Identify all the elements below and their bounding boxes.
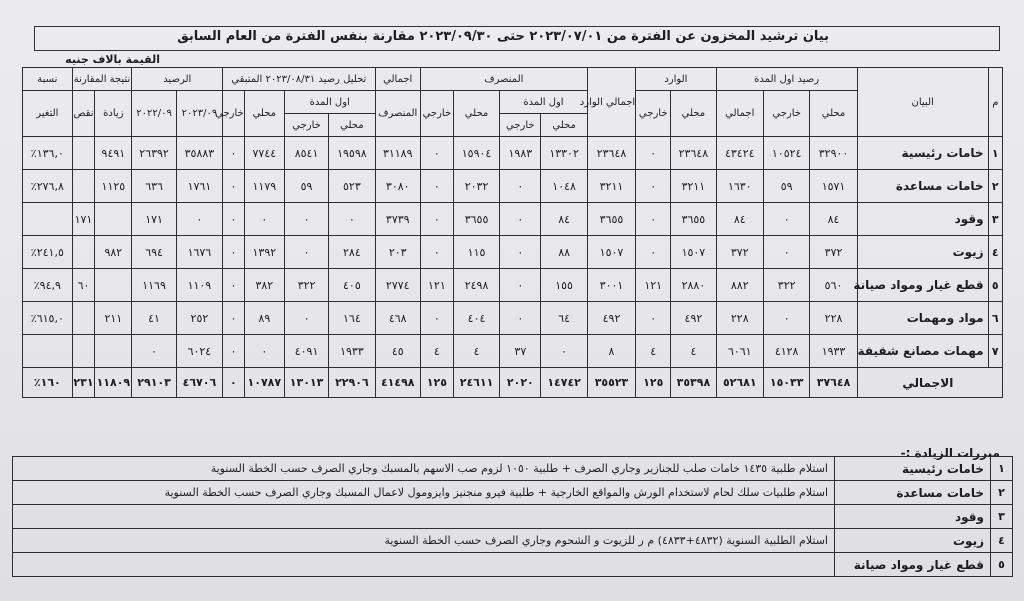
table-cell: ٤ bbox=[420, 335, 453, 368]
table-cell: ١٦٤ bbox=[329, 302, 375, 335]
table-cell: ٩٤,٩٪ bbox=[23, 269, 73, 302]
table-cell: ٤١٢٨ bbox=[763, 335, 809, 368]
table-cell bbox=[95, 203, 132, 236]
table-cell: ٠ bbox=[763, 302, 809, 335]
report-title: بيان ترشيد المخزون عن الفترة من ٢٠٢٣/٠٧/٠١ حتى ٢٠٢٣/٠٩/٣٠ مقارنة بنفس الفترة من العام السابق bbox=[34, 26, 1000, 51]
table-cell: ٠ bbox=[636, 137, 671, 170]
row-number: ٤ bbox=[988, 236, 1002, 269]
table-cell: ١٥٠٧ bbox=[671, 236, 716, 269]
table-row bbox=[23, 236, 1003, 269]
table-cell: ٠ bbox=[284, 302, 328, 335]
justification-label: خامات مساعدة bbox=[835, 481, 991, 505]
table-cell: ٤١٤٩٨ bbox=[375, 368, 420, 398]
justification-label: خامات رئيسية bbox=[835, 457, 991, 481]
table-cell: ٣٦٥٥ bbox=[587, 203, 635, 236]
table-cell: ٢٩١٠٣ bbox=[132, 368, 176, 398]
justification-text bbox=[13, 505, 835, 529]
col-total-incoming: اجمالي الوارد bbox=[587, 68, 635, 137]
h-rem-open-local: محلي bbox=[329, 114, 375, 137]
table-cell bbox=[72, 170, 95, 203]
row-label: مهمات مصانع شقيقة bbox=[857, 335, 988, 368]
justification-table bbox=[12, 456, 1013, 577]
h-bal-2022: ٢٠٢٢/٠٩ bbox=[132, 91, 176, 137]
row-label: وقود bbox=[857, 203, 988, 236]
table-cell: ٤٦٧٠٦ bbox=[176, 368, 222, 398]
h-rem-local: محلي bbox=[244, 91, 284, 137]
table-cell: ٠ bbox=[420, 302, 453, 335]
table-cell: ٠ bbox=[420, 203, 453, 236]
table-row bbox=[23, 170, 1003, 203]
table-cell: ٣٧٢ bbox=[810, 236, 857, 269]
table-cell: ٠ bbox=[420, 137, 453, 170]
table-cell: ١٥٩٠٤ bbox=[453, 137, 499, 170]
h-increase: زيادة bbox=[95, 91, 132, 137]
table-cell bbox=[72, 302, 95, 335]
table-cell: ١١٧٩ bbox=[244, 170, 284, 203]
table-cell: ٠ bbox=[223, 302, 245, 335]
table-cell: ٤٣٤٢٤ bbox=[716, 137, 763, 170]
h-open-foreign: خارجي bbox=[763, 91, 809, 137]
h-total-issued-sub: المنصرف bbox=[375, 91, 420, 137]
table-cell: ١٢٥ bbox=[420, 368, 453, 398]
justification-title: مبررات الزيادة :- bbox=[900, 446, 1000, 460]
table-cell: ٠ bbox=[500, 302, 541, 335]
table-cell bbox=[95, 335, 132, 368]
table-cell: ٠ bbox=[500, 236, 541, 269]
table-cell: ٦٤ bbox=[541, 302, 587, 335]
table-cell: ١٣٩٢ bbox=[244, 236, 284, 269]
table-cell: ٢٤٩٨ bbox=[453, 269, 499, 302]
col-balance: الرصيد bbox=[132, 68, 223, 91]
table-cell bbox=[72, 335, 95, 368]
table-cell: ٣٠٨٠ bbox=[375, 170, 420, 203]
table-cell: ٣٦٥٥ bbox=[671, 203, 716, 236]
table-cell: ٠ bbox=[763, 203, 809, 236]
table-cell: ٠ bbox=[500, 203, 541, 236]
table-cell: ٣٢٩٠٠ bbox=[810, 137, 857, 170]
table-cell: ٢٥٢ bbox=[176, 302, 222, 335]
justification-label: وقود bbox=[835, 505, 991, 529]
table-cell: ٤٦٨ bbox=[375, 302, 420, 335]
table-cell: ٤١ bbox=[132, 302, 176, 335]
table-cell: ٢٧٦,٨٪ bbox=[23, 170, 73, 203]
table-cell: ٢٨٤ bbox=[329, 236, 375, 269]
table-cell: ٥٢٣ bbox=[329, 170, 375, 203]
row-number: ١ bbox=[988, 137, 1002, 170]
table-cell: ٠ bbox=[223, 368, 245, 398]
table-cell: ٨٤ bbox=[716, 203, 763, 236]
table-cell: ٢٢٩٠٦ bbox=[329, 368, 375, 398]
table-cell: ١٥٠٧ bbox=[587, 236, 635, 269]
table-cell: ٤ bbox=[453, 335, 499, 368]
table-cell: ٦٩٤ bbox=[132, 236, 176, 269]
table-cell: ١١٠٩ bbox=[176, 269, 222, 302]
table-cell: ١٠٥٢٤ bbox=[763, 137, 809, 170]
total-row bbox=[23, 368, 1003, 398]
table-cell: ٤٠٩١ bbox=[284, 335, 328, 368]
table-cell: ٦١٥,٠٪ bbox=[23, 302, 73, 335]
table-cell: ٠ bbox=[284, 236, 328, 269]
table-cell: ١٩٣٣ bbox=[329, 335, 375, 368]
h-rem-foreign: خارجي bbox=[223, 91, 245, 137]
table-cell: ٠ bbox=[500, 170, 541, 203]
table-cell: ٠ bbox=[284, 203, 328, 236]
table-cell: ٢٠٣٢ bbox=[453, 170, 499, 203]
col-num: م bbox=[988, 68, 1002, 137]
table-cell: ٣٧ bbox=[500, 335, 541, 368]
table-cell: ١٦٠٪ bbox=[23, 368, 73, 398]
table-cell: ١٠٧٨٧ bbox=[244, 368, 284, 398]
table-cell: ١٥٧١ bbox=[810, 170, 857, 203]
col-item: البيان bbox=[857, 68, 988, 137]
table-cell: ٢٣٦٤٨ bbox=[671, 137, 716, 170]
row-label: خامات مساعدة bbox=[857, 170, 988, 203]
table-cell: ١٩٥٩٨ bbox=[329, 137, 375, 170]
table-cell: ٣٢١١ bbox=[587, 170, 635, 203]
table-cell bbox=[72, 137, 95, 170]
table-row bbox=[23, 203, 1003, 236]
h-open-local: محلي bbox=[810, 91, 857, 137]
table-cell: ٢٨٨٠ bbox=[671, 269, 716, 302]
table-cell: ١٥٠٣٣ bbox=[763, 368, 809, 398]
table-cell: ٦٠٦١ bbox=[716, 335, 763, 368]
table-cell: ٠ bbox=[541, 335, 587, 368]
table-cell: ٠ bbox=[420, 170, 453, 203]
table-cell: ٤٠٤ bbox=[453, 302, 499, 335]
row-number: ٢ bbox=[988, 170, 1002, 203]
table-cell bbox=[23, 335, 73, 368]
table-cell: ٤٠٥ bbox=[329, 269, 375, 302]
h-issued-local: محلي bbox=[453, 91, 499, 137]
table-cell bbox=[72, 236, 95, 269]
table-cell: ٢١١ bbox=[95, 302, 132, 335]
table-cell: ١١٢٥ bbox=[95, 170, 132, 203]
table-row bbox=[23, 335, 1003, 368]
table-cell: ٢٢٨ bbox=[810, 302, 857, 335]
table-cell: ٠ bbox=[223, 236, 245, 269]
table-cell: ٣٨٢ bbox=[244, 269, 284, 302]
table-cell: ٠ bbox=[223, 170, 245, 203]
table-cell: ٠ bbox=[176, 203, 222, 236]
table-cell: ١٦٧٦ bbox=[176, 236, 222, 269]
table-cell: ٥٦٠ bbox=[810, 269, 857, 302]
justification-text: استلام طلبيات سلك لحام لاستخدام الورش والمواقع الخارجية + طلبية فيرو منجنيز وايزومول لاعمال المسبك وجاري الصرف حسب الخطة السنوية bbox=[13, 481, 835, 505]
table-cell: ١٦٣٠ bbox=[716, 170, 763, 203]
h-change: التغير bbox=[23, 91, 73, 137]
table-cell: ١٧١ bbox=[132, 203, 176, 236]
table-cell: ٨٤ bbox=[810, 203, 857, 236]
table-cell: ١٩٣٣ bbox=[810, 335, 857, 368]
table-cell: ١١٥ bbox=[453, 236, 499, 269]
row-label: الاجمالي bbox=[857, 368, 1002, 398]
h-rem-opening: اول المدة bbox=[284, 91, 375, 114]
col-issued: المنصرف bbox=[420, 68, 587, 91]
col-total-issued: اجمالي bbox=[375, 68, 420, 91]
table-cell: ٢٠٢٠ bbox=[500, 368, 541, 398]
table-cell: ٣٢١١ bbox=[671, 170, 716, 203]
table-row bbox=[23, 302, 1003, 335]
justification-row bbox=[13, 481, 1013, 505]
col-incoming: الوارد bbox=[636, 68, 716, 91]
table-cell: ٣٧٣٩ bbox=[375, 203, 420, 236]
table-cell: ٠ bbox=[420, 236, 453, 269]
table-cell: ٨٨ bbox=[541, 236, 587, 269]
table-cell: ١٢١ bbox=[636, 269, 671, 302]
table-cell: ٥٩ bbox=[763, 170, 809, 203]
justification-number: ٢ bbox=[991, 481, 1013, 505]
table-cell: ٠ bbox=[244, 335, 284, 368]
table-cell: ٢٠٣ bbox=[375, 236, 420, 269]
unit-note: القيمة بالاف جنيه bbox=[65, 53, 160, 66]
table-cell: ٢٤١,٥٪ bbox=[23, 236, 73, 269]
table-cell: ٤ bbox=[671, 335, 716, 368]
table-cell: ٠ bbox=[223, 203, 245, 236]
table-cell bbox=[23, 203, 73, 236]
table-cell: ١٧٦١ bbox=[176, 170, 222, 203]
table-cell: ٨٩ bbox=[244, 302, 284, 335]
justification-label: قطع غيار ومواد صيانة bbox=[835, 553, 991, 577]
row-number: ٦ bbox=[988, 302, 1002, 335]
table-cell: ٠ bbox=[763, 236, 809, 269]
justification-number: ٣ bbox=[991, 505, 1013, 529]
table-cell: ٣٥٣٩٨ bbox=[671, 368, 716, 398]
table-cell: ١٧١ bbox=[72, 203, 95, 236]
table-cell: ٦٠٢٤ bbox=[176, 335, 222, 368]
h-issued-foreign: خارجي bbox=[420, 91, 453, 137]
justification-row bbox=[13, 553, 1013, 577]
table-cell: ٣٧٦٤٨ bbox=[810, 368, 857, 398]
table-cell: ٦٠ bbox=[72, 269, 95, 302]
h-decrease: نقص bbox=[72, 91, 95, 137]
table-row bbox=[23, 269, 1003, 302]
table-cell: ١١٦٩ bbox=[132, 269, 176, 302]
table-cell: ٢٧٧٤ bbox=[375, 269, 420, 302]
justification-row bbox=[13, 457, 1013, 481]
table-cell: ٦٣٦ bbox=[132, 170, 176, 203]
justification-text: استلام طلبية ١٤٣٥ خامات صلب للجنازير وجاري الصرف + طلبية ١٠٥٠ لزوم صب الاسهم بالمسبك وجاري الصرف حسب الخطة السنوية bbox=[13, 457, 835, 481]
row-label: قطع غيار ومواد صيانة bbox=[857, 269, 988, 302]
table-cell: ٠ bbox=[636, 170, 671, 203]
table-cell: ٩٨٢ bbox=[95, 236, 132, 269]
table-cell bbox=[95, 269, 132, 302]
h-in-local: محلي bbox=[671, 91, 716, 137]
table-cell: ١٢١ bbox=[420, 269, 453, 302]
justification-number: ٥ bbox=[991, 553, 1013, 577]
table-cell: ١٣٠١٣ bbox=[284, 368, 328, 398]
table-cell: ١٩٨٣ bbox=[500, 137, 541, 170]
table-cell: ١٣٣٠٢ bbox=[541, 137, 587, 170]
row-label: زيوت bbox=[857, 236, 988, 269]
col-pct: نسبة bbox=[23, 68, 73, 91]
table-cell: ١٥٥ bbox=[541, 269, 587, 302]
justification-text: استلام الطلبية السنوية (٤٨٣٢+٤٨٣٣) م ر للزيوت و الشحوم وجاري الصرف حسب الخطة السنوية bbox=[13, 529, 835, 553]
table-cell: ٩٤٩١ bbox=[95, 137, 132, 170]
table-cell: ٣٥٥٢٣ bbox=[587, 368, 635, 398]
table-cell: ٠ bbox=[223, 335, 245, 368]
inventory-table bbox=[22, 67, 1003, 398]
justification-number: ١ bbox=[991, 457, 1013, 481]
table-cell: ٥٢٦٨١ bbox=[716, 368, 763, 398]
table-cell: ٠ bbox=[223, 137, 245, 170]
table-cell: ٣٢٢ bbox=[284, 269, 328, 302]
table-cell: ٨٥٤١ bbox=[284, 137, 328, 170]
table-cell: ٧٧٤٤ bbox=[244, 137, 284, 170]
table-cell: ٣٦٥٥ bbox=[453, 203, 499, 236]
table-cell: ٠ bbox=[329, 203, 375, 236]
table-cell: ١٢٥ bbox=[636, 368, 671, 398]
table-cell: ٠ bbox=[244, 203, 284, 236]
table-cell: ٤ bbox=[636, 335, 671, 368]
table-cell: ٢٦٣٩٢ bbox=[132, 137, 176, 170]
justification-row bbox=[13, 529, 1013, 553]
row-label: مواد ومهمات bbox=[857, 302, 988, 335]
table-cell: ٨٤ bbox=[541, 203, 587, 236]
table-cell: ٣٥٨٨٣ bbox=[176, 137, 222, 170]
row-number: ٧ bbox=[988, 335, 1002, 368]
table-cell: ٤٩٢ bbox=[587, 302, 635, 335]
h-rem-open-foreign: خارجي bbox=[284, 114, 328, 137]
table-cell: ٠ bbox=[500, 269, 541, 302]
col-opening: رصيد اول المدة bbox=[716, 68, 857, 91]
table-cell: ٨٨٢ bbox=[716, 269, 763, 302]
row-number: ٣ bbox=[988, 203, 1002, 236]
table-cell: ٤٩٢ bbox=[671, 302, 716, 335]
h-issued-open-local: محلي bbox=[541, 114, 587, 137]
table-cell: ٢٣١ bbox=[72, 368, 95, 398]
table-cell: ٠ bbox=[636, 236, 671, 269]
table-cell: ٣٢٢ bbox=[763, 269, 809, 302]
table-cell: ١٣٦,٠٪ bbox=[23, 137, 73, 170]
table-cell: ١٠٤٨ bbox=[541, 170, 587, 203]
table-cell: ٠ bbox=[636, 203, 671, 236]
col-comparison: نتيجة المقارنة bbox=[72, 68, 132, 91]
h-bal-2023: ٢٠٢٣/٠٩ bbox=[176, 91, 222, 137]
row-number: ٥ bbox=[988, 269, 1002, 302]
h-open-total: اجمالي bbox=[716, 91, 763, 137]
table-cell: ٠ bbox=[223, 269, 245, 302]
h-issued-open-foreign: خارجي bbox=[500, 114, 541, 137]
table-cell: ٠ bbox=[636, 302, 671, 335]
table-cell: ٣١١٨٩ bbox=[375, 137, 420, 170]
table-cell: ٢٤٦١١ bbox=[453, 368, 499, 398]
table-cell: ٤٥ bbox=[375, 335, 420, 368]
justification-number: ٤ bbox=[991, 529, 1013, 553]
table-cell: ١٤٧٤٢ bbox=[541, 368, 587, 398]
h-in-foreign: خارجي bbox=[636, 91, 671, 137]
table-cell: ٥٩ bbox=[284, 170, 328, 203]
justification-text bbox=[13, 553, 835, 577]
table-cell: ٢٢٨ bbox=[716, 302, 763, 335]
table-cell: ٣٧٢ bbox=[716, 236, 763, 269]
row-label: خامات رئيسية bbox=[857, 137, 988, 170]
table-cell: ٠ bbox=[132, 335, 176, 368]
col-remaining-analysis: تحليل رصيد ٢٠٢٣/٠٨/٣١ المتبقي bbox=[223, 68, 375, 91]
justification-row bbox=[13, 505, 1013, 529]
table-cell: ١١٨٠٩ bbox=[95, 368, 132, 398]
table-cell: ٣٠٠١ bbox=[587, 269, 635, 302]
table-cell: ٨ bbox=[587, 335, 635, 368]
justification-label: زيوت bbox=[835, 529, 991, 553]
table-cell: ٢٣٦٤٨ bbox=[587, 137, 635, 170]
table-row bbox=[23, 137, 1003, 170]
h-issued-opening: اول المدة bbox=[500, 91, 588, 114]
